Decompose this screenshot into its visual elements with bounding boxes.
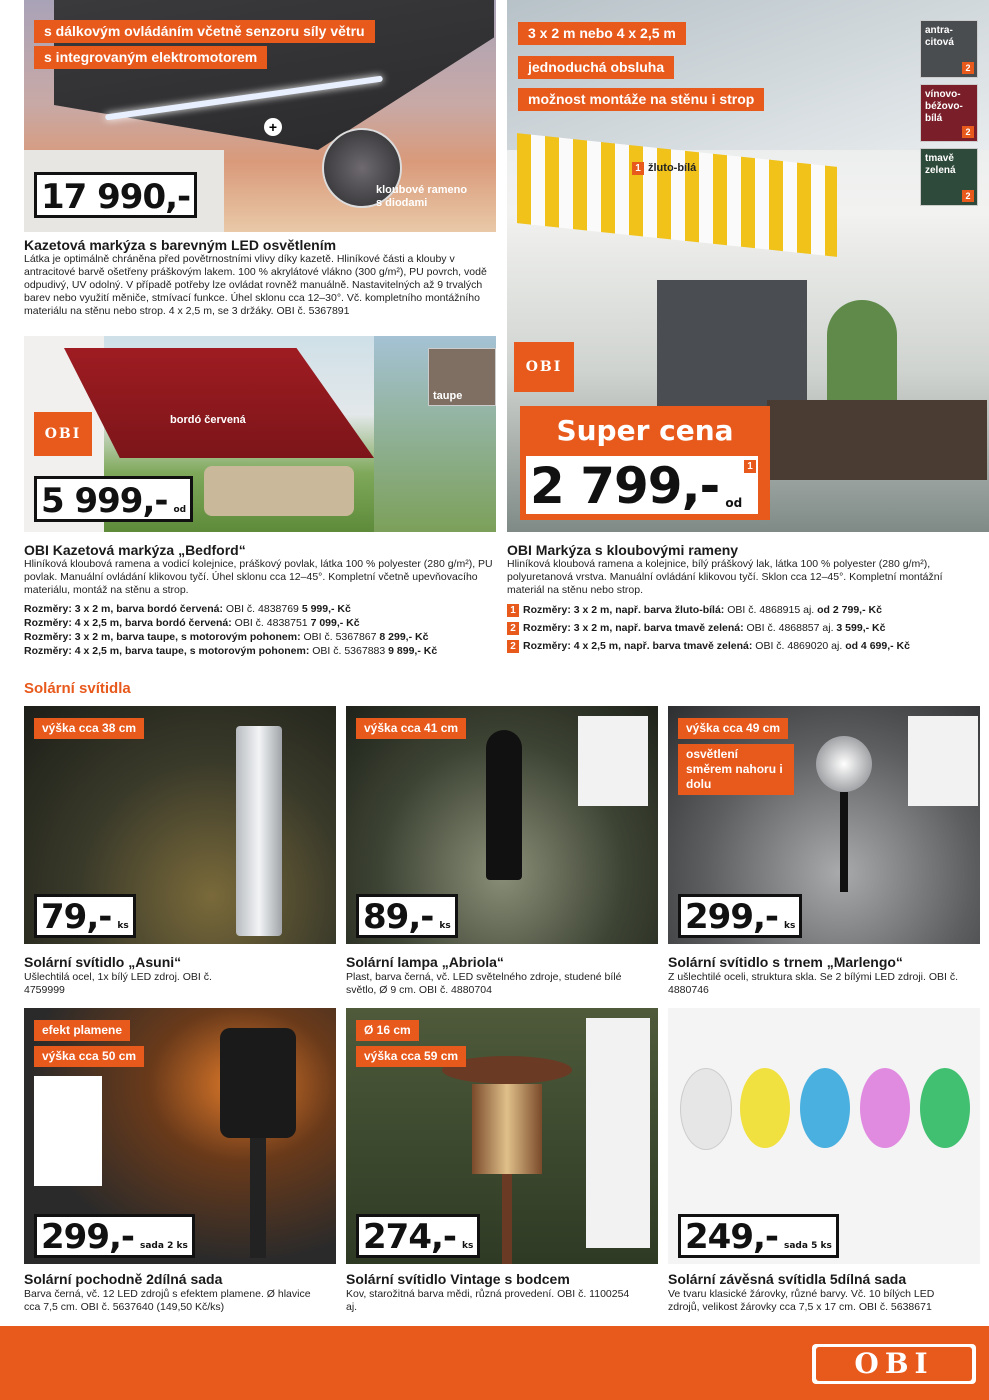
size-tag: výška cca 59 cm (356, 1046, 466, 1067)
super-price-banner (520, 406, 770, 520)
spec-row: Rozměry: 3 x 2 m, barva taupe, s motorovým pohonem: OBI č. 5367867 8 299,- Kč (24, 631, 429, 643)
product-title: Solární pochodně 2dílná sada (24, 1271, 223, 1287)
size-tag: výška cca 41 cm (356, 718, 466, 739)
color-swatch: vínovo- béžovo- bílá 2 (920, 84, 978, 142)
price-box: 89,- ks (356, 894, 458, 938)
product-description: Barva černá, vč. 12 LED zdrojů s efektem plamene. Ø hlavice cca 7,5 cm. OBI č. 5637640 (149,50 Kč/ks) (24, 1288, 311, 1313)
detail-label: kloubové rameno s diodami (376, 184, 468, 209)
product-description: Hliníková kloubová ramena a vodicí kolejnice, práškový povlak, látka 100 % polyester (280 g/m²), PU povlak. Manuální ovládání klikovou tyčí. Úhel sklonu cca 12–45°. Kompletní včetně upevňovacího materiálu, montáž na stěnu a strop. (24, 558, 493, 596)
price-box: 79,- ks (34, 894, 136, 938)
price-box: 249,- sada 5 ks (678, 1214, 839, 1258)
price-value: 17 990,- (41, 177, 191, 217)
product-description: Plast, barva černá, vč. LED světelného zdroje, studené bílé světlo, Ø 9 cm. OBI č. 4880704 (346, 971, 622, 996)
product-description: Ve tvaru klasické žárovky, různé barvy. Vč. 10 bílých LED zdrojů, velikost žárovky cca 7,5 x 17 cm. OBI č. 5638671 (668, 1288, 935, 1313)
color-label: taupe (433, 390, 463, 402)
super-price-label: Super cena (556, 414, 734, 447)
footer-band (0, 1326, 989, 1400)
size-tag: výška cca 38 cm (34, 718, 144, 739)
feature-tag: 3 x 2 m nebo 4 x 2,5 m (518, 22, 686, 45)
spec-row: Rozměry: 3 x 2 m, barva bordó červená: OBI č. 4838769 5 999,- Kč (24, 603, 351, 615)
product-description: Hliníková kloubová ramena a kolejnice, bílý práškový lak, látka 100 % polyester (280 g/m²), polyuretanová vrstva. Manuální ovládání klikovou tyčí. Sklon cca 12–45°. Kompletní montážní materiál na stěnu nebo strop. (507, 558, 943, 596)
product-title: Solární lampa „Abriola“ (346, 954, 504, 970)
product-title: OBI Kazetová markýza „Bedford“ (24, 542, 246, 558)
price-box (34, 172, 197, 218)
plus-icon: + (264, 118, 282, 136)
product-description: Ušlechtilá ocel, 1x bílý LED zdroj. OBI č. 4759999 (24, 971, 212, 996)
price-box: 299,- sada 2 ks (34, 1214, 195, 1258)
product-description: Kov, starožitná barva mědi, různá provedení. OBI č. 1100254 aj. (346, 1288, 630, 1313)
price-unit: od (725, 496, 743, 510)
taupe-swatch (428, 348, 496, 406)
color-swatch: antra- citová 2 (920, 20, 978, 78)
feature-tag: s dálkovým ovládáním včetně senzoru síly větru (34, 20, 375, 43)
feature-tag: osvětlení směrem nahoru i dolu (678, 744, 794, 795)
feature-tag: efekt plamene (34, 1020, 130, 1041)
product-title: Solární svítidlo s trnem „Marlengo“ (668, 954, 903, 970)
variant-number: 1 (744, 460, 756, 473)
footer-obi-logo: OBI (812, 1344, 976, 1384)
size-tag: výška cca 49 cm (678, 718, 788, 739)
price-value: 2 799,- (530, 457, 720, 515)
product-title: Solární závěsná svítidla 5dílná sada (668, 1271, 907, 1287)
obi-logo: OBI (514, 342, 574, 392)
feature-tag: s integrovaným elektromotorem (34, 46, 267, 69)
size-tag: Ø 16 cm (356, 1020, 419, 1041)
spec-row: 2 Rozměry: 3 x 2 m, např. barva tmavě zelená: OBI č. 4868857 aj. 3 599,- Kč (507, 621, 885, 635)
product-title: Solární svítidlo „Asuni“ (24, 954, 182, 970)
color-label: bordó červená (170, 414, 246, 426)
color-label: 1 žluto-bílá (632, 162, 696, 175)
spec-row: 1 Rozměry: 3 x 2 m, např. barva žluto-bílá: OBI č. 4868915 aj. od 2 799,- Kč (507, 603, 882, 617)
spec-row: 2 Rozměry: 4 x 2,5 m, např. barva tmavě zelená: OBI č. 4869020 aj. od 4 699,- Kč (507, 639, 910, 653)
price-value: 5 999,- (41, 481, 168, 521)
spec-row: Rozměry: 4 x 2,5 m, barva taupe, s motorovým pohonem: OBI č. 5367883 9 899,- Kč (24, 645, 438, 657)
size-tag: výška cca 50 cm (34, 1046, 144, 1067)
variant-number: 1 (632, 162, 644, 175)
product-description: Látka je optimálně chráněna před povětrnostními vlivy díky kazetě. Hliníkové části a klouby v antracitové barvě ošetřeny práškovým lakem. 100 % akrylátové vlákno (300 g/m²), PU povrch, vodě odpudivý, UV odolný. V případě potřeby lze ovládat rovněž manuálně. Nastavitelných až 9 trvalých barev nebo využití měniče, stmívací funkce. Úhel sklonu cca 12–30°. Vč. kompletního montážního materiálu na stěnu nebo strop. 4 x 2,5 m, se 3 držáky. OBI č. 5367891 (24, 253, 487, 317)
spec-row: Rozměry: 4 x 2,5 m, barva bordó červená: OBI č. 4838751 7 099,- Kč (24, 617, 360, 629)
price-box: 274,- ks (356, 1214, 480, 1258)
feature-tag: možnost montáže na stěnu i strop (518, 88, 764, 111)
color-swatch: tmavě zelená 2 (920, 148, 978, 206)
product-title: Solární svítidlo Vintage s bodcem (346, 1271, 570, 1287)
feature-tag: jednoduchá obsluha (518, 56, 674, 79)
price-box (526, 456, 758, 514)
obi-logo: OBI (34, 412, 92, 456)
price-box: 299,- ks (678, 894, 802, 938)
price-box (34, 476, 193, 522)
product-title: Kazetová markýza s barevným LED osvětlením (24, 237, 337, 253)
price-unit: od (173, 505, 187, 515)
section-heading: Solární svítidla (24, 680, 131, 697)
product-title: OBI Markýza s kloubovými rameny (507, 542, 739, 558)
product-description: Z ušlechtilé oceli, struktura skla. Se 2 bílými LED zdroji. OBI č. 4880746 (668, 971, 959, 996)
